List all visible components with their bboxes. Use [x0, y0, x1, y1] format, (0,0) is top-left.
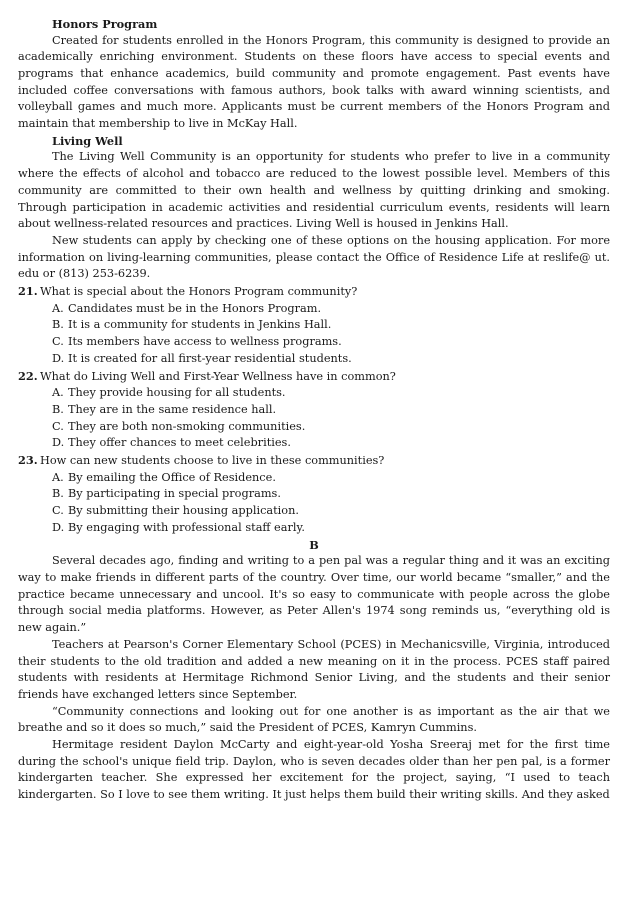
living-well-paragraph: The Living Well Community is an opportunity for students who prefer to live in a community where the effects of alcohol and tobacco are reduced to the lowest possible level. Members of this community are committed to their own health and wellness by quitting drinking and smoking. Through participation in academic activities and residential curriculum events, residents will learn about wellness-related resources and practices. Living Well is housed in Jenkins Hall.: [18, 150, 610, 231]
passage-b-paragraph-3: “Community connections and looking out for one another is as important as the air that we breathe and so it does so much,” said the President of PCES, Kamryn Cummins.: [18, 704, 610, 735]
question-text: How can new students choose to live in these communities?: [40, 454, 385, 468]
question-23: [18, 452, 610, 537]
passage-b-paragraph-4: Hermitage resident Daylon McCarty and eight-year-old Yosha Sreeraj met for the first time during the school's unique field trip. Daylon, who is seven decades older than her pen pal, is a former kindergarten teacher. She expressed her excitement for the project, saying, “I used to teach kindergarten. So I love to see them writing. It just helps them build their writing skills. And they asked: [18, 738, 610, 802]
question-number: 22.: [18, 368, 38, 383]
question-22: [18, 368, 610, 453]
section-b-heading: B: [309, 537, 319, 552]
question-stem: [18, 283, 610, 301]
passage-b-paragraph-1: Several decades ago, finding and writing to a pen pal was a regular thing and it was an exciting way to make friends in different parts of the country. Over time, our world became “smaller,” and the practice became unnecessary and uncool. It's so easy to communicate with people across the globe through social media platforms. However, as Peter Allen's 1974 song reminds us, “everything old is new again.”: [18, 554, 610, 635]
honors-paragraph: Created for students enrolled in the Honors Program, this community is designed to provide an academically enriching environment. Students on these floors have access to special events and programs that enhance academics, build community and promote engagement. Past events have included coffee conversations with famous authors, book talks with award winning scientists, and volleyball games and much more. Applicants must be current members of the Honors Program and maintain that membership to live in McKay Hall.: [18, 33, 610, 131]
question-text: What is special about the Honors Program community?: [40, 285, 358, 299]
option-c: C. By submitting their housing application.: [52, 504, 299, 518]
option-b: B. They are in the same residence hall.: [52, 402, 277, 416]
option-a: A. Candidates must be in the Honors Program.: [52, 301, 322, 315]
option-a: A. By emailing the Office of Residence.: [52, 470, 276, 484]
question-21: [18, 283, 610, 368]
option-d: D. They offer chances to meet celebrities.: [52, 436, 291, 450]
question-number: 21.: [18, 284, 38, 299]
question-stem: [18, 452, 610, 470]
option-a: A. They provide housing for all students.: [52, 386, 286, 400]
option-d: D. By engaging with professional staff early.: [52, 520, 305, 534]
honors-heading: Honors Program: [52, 17, 158, 31]
option-b: B. It is a community for students in Jenkins Hall.: [52, 318, 332, 332]
living-well-heading: Living Well: [52, 133, 123, 148]
contact-paragraph: New students can apply by checking one of these options on the housing application. For more information on living-learning communities, please contact the Office of Residence Life at reslife@ ut. edu or (813) 253-6239.: [18, 233, 610, 281]
question-number: 23.: [18, 453, 38, 468]
option-c: C. They are both non-smoking communities.: [52, 419, 306, 433]
passage-b-paragraph-2: Teachers at Pearson's Corner Elementary School (PCES) in Mechanicsville, Virginia, introduced their students to the old tradition and added a new meaning on it in the process. PCES staff paired students with residents at Hermitage Richmond Senior Living, and the students and their senior friends have exchanged letters since September.: [18, 637, 610, 701]
question-stem: [18, 368, 610, 386]
question-text: What do Living Well and First-Year Wellness have in common?: [40, 369, 396, 383]
option-d: D. It is created for all first-year residential students.: [52, 351, 352, 365]
option-c: C. Its members have access to wellness programs.: [52, 335, 342, 349]
option-b: B. By participating in special programs.: [52, 487, 281, 501]
